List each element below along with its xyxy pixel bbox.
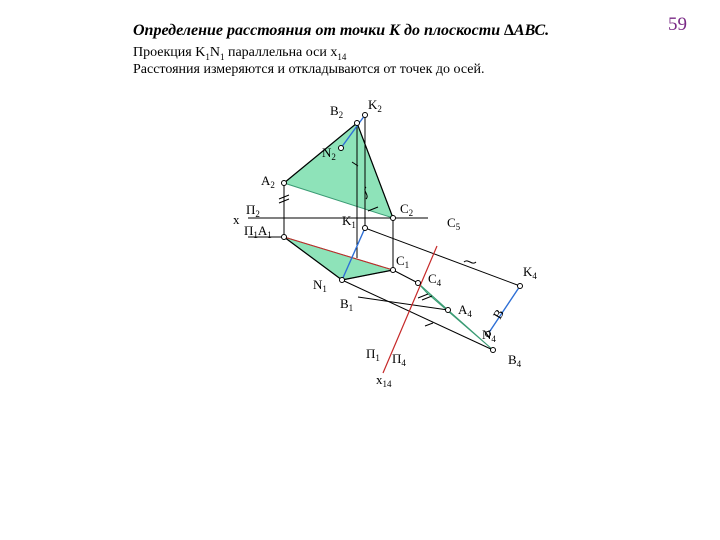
point-a2: [282, 181, 287, 186]
points: [282, 113, 523, 353]
label-p2: $П_2$: [246, 202, 260, 219]
label-c5: $C_5$: [447, 215, 461, 232]
line1-text-b: N: [209, 45, 220, 60]
label-x: x: [233, 212, 240, 227]
label-c4: $C_4$: [428, 271, 442, 288]
label-k1: $K_1$: [342, 213, 356, 230]
label-b2: $B_2$: [330, 103, 344, 120]
label-a2: $A_2$: [261, 173, 275, 190]
triangle-frontal-projection: [284, 123, 393, 218]
point-c2: [391, 216, 396, 221]
point-b2: [355, 121, 360, 126]
line1-sub-a: 1: [205, 51, 210, 62]
label-a4: $A_4$: [458, 302, 472, 319]
label-b4: $B_4$: [508, 352, 522, 369]
slide-number: 59: [668, 14, 687, 35]
point-b4: [491, 348, 496, 353]
line1-text-c: параллельна оси х: [224, 45, 338, 60]
label-k2: $K_2$: [368, 97, 382, 114]
transfer-c: [393, 270, 418, 283]
point-a1: [282, 235, 287, 240]
subtitle-line-2: Расстояния измеряются и откладываются от точек до осей.: [133, 62, 485, 77]
slide-title: Определение расстояния от точки К до плоскости ∆АВС.: [133, 22, 550, 39]
point-n2: [339, 146, 344, 151]
line1-text-a: Проекция K: [133, 45, 206, 60]
transfer-k: [365, 228, 520, 286]
tick-mark-n4: [425, 323, 433, 326]
label-n1: $N_1$: [313, 277, 327, 294]
label-x14: $x_{14}$: [376, 372, 392, 389]
point-k1: [363, 226, 368, 231]
label-p1a1: $П_1A_1$: [244, 223, 272, 240]
line1-sub-b: 1: [219, 51, 225, 62]
label-n4: $N_4$: [482, 327, 496, 344]
point-c4: [416, 281, 421, 286]
label-b1: $B_1$: [340, 296, 354, 313]
label-k4: $K_4$: [523, 264, 537, 281]
label-c1: $C_1$: [396, 253, 410, 270]
point-a4: [446, 308, 451, 313]
point-b1: [340, 278, 345, 283]
tick-mark-k4: [464, 261, 476, 263]
label-p4: $П_4$: [392, 351, 406, 368]
point-k4: [518, 284, 523, 289]
point-c1: [391, 268, 396, 273]
label-rotated-b: B: [489, 306, 507, 322]
label-p1: $П_1$: [366, 346, 380, 363]
point-k2: [363, 113, 368, 118]
label-c2: $C_2$: [400, 201, 414, 218]
line1-sub-c: 14: [337, 51, 347, 62]
label-n2: $N_2$: [322, 145, 336, 162]
